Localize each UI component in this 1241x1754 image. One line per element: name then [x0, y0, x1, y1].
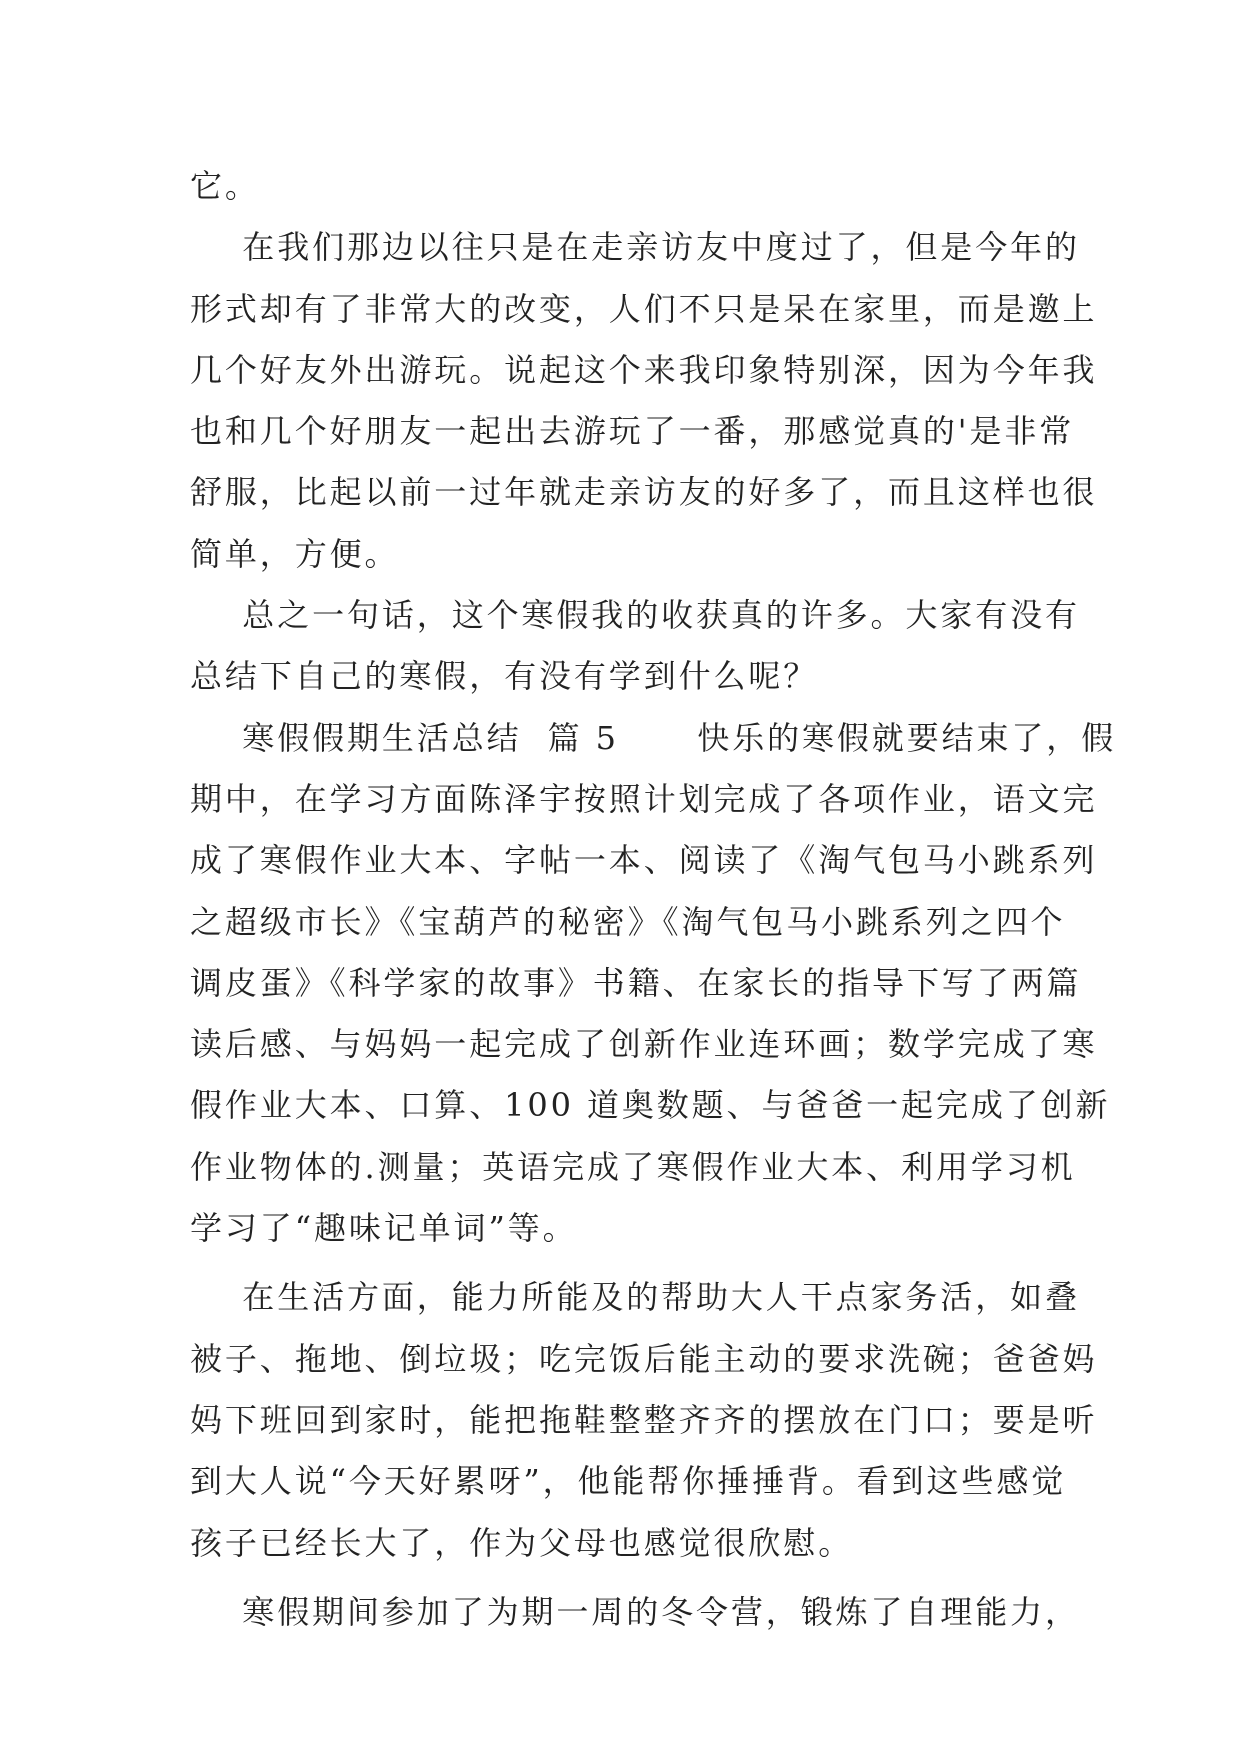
text-line: 调皮蛋》《科学家的故事》书籍、在家长的指导下写了两篇	[190, 963, 1082, 1002]
text-line: 成了寒假作业大本、字帖一本、阅读了《淘气包马小跳系列	[190, 841, 1098, 880]
text-line: 期中，在学习方面陈泽宇按照计划完成了各项作业，语文完	[190, 779, 1098, 818]
text-line: 在我们那边以往只是在走亲访友中度过了，但是今年的	[190, 228, 1080, 267]
paragraph	[190, 585, 1080, 708]
text-line: 它。	[190, 167, 260, 205]
text-line: 寒假假期生活总结 篇 5 快乐的寒假就要结束了，假	[190, 718, 1117, 757]
paragraph	[190, 217, 1098, 585]
paragraph-spacer	[190, 1259, 1050, 1267]
text-line: 寒假期间参加了为期一周的冬令营，锻炼了自理能力，	[190, 1592, 1080, 1631]
text-line: 总之一句话，这个寒假我的收获真的许多。大家有没有	[190, 596, 1080, 635]
text-line: 在生活方面，能力所能及的帮助大人干点家务活，如叠	[190, 1278, 1080, 1317]
text-line: 学习了“趣味记单词”等。	[190, 1209, 578, 1248]
text-line: 到大人说“今天好累呀”，他能帮你捶捶背。看到这些感觉	[190, 1462, 1067, 1501]
text-line: 也和几个好朋友一起出去游玩了一番，那感觉真的'是非常	[190, 412, 1075, 451]
text-line: 简单，方便。	[190, 534, 400, 573]
text-line: 假作业大本、口算、100 道奥数题、与爸爸一起完成了创新	[190, 1086, 1111, 1125]
text-line: 读后感、与妈妈一起完成了创新作业连环画；数学完成了寒	[190, 1025, 1098, 1064]
text-line: 之超级市长》《宝葫芦的秘密》《淘气包马小跳系列之四个	[190, 902, 1066, 941]
text-line: 孩子已经长大了，作为父母也感觉很欣慰。	[190, 1523, 854, 1562]
body-text	[190, 156, 1117, 1643]
text-line: 总结下自己的寒假，有没有学到什么呢？	[190, 657, 819, 696]
text-line: 被子、拖地、倒垃圾；吃完饭后能主动的要求洗碗；爸爸妈	[190, 1339, 1098, 1378]
paragraph	[190, 156, 1050, 217]
paragraph	[190, 708, 1117, 1260]
text-line: 形式却有了非常大的改变，人们不只是呆在家里，而是邀上	[190, 289, 1098, 328]
paragraph	[190, 1267, 1098, 1573]
paragraph	[190, 1582, 1080, 1643]
text-line: 舒服，比起以前一过年就走亲访友的好多了，而且这样也很	[190, 473, 1098, 512]
text-line: 妈下班回到家时，能把拖鞋整整齐齐的摆放在门口；要是听	[190, 1400, 1098, 1439]
text-line: 作业物体的.测量；英语完成了寒假作业大本、利用学习机	[190, 1147, 1076, 1186]
paragraph-spacer	[190, 1574, 1050, 1582]
text-line: 几个好友外出游玩。说起这个来我印象特别深，因为今年我	[190, 350, 1098, 389]
